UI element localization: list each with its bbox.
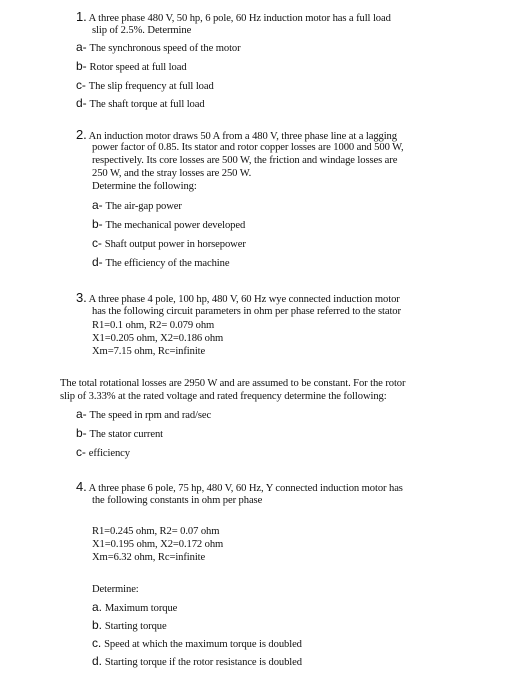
q3-item-c: c- efficiency	[76, 445, 130, 459]
q2-item-a: a- The air-gap power	[92, 198, 182, 212]
q3-number: 3.	[76, 290, 87, 305]
q1-item-a: a- The synchronous speed of the motor	[76, 40, 241, 54]
q2-line3: respectively. Its core losses are 500 W, the friction and windage losses are	[92, 155, 398, 166]
q1-item-c: c- The slip frequency at full load	[76, 78, 214, 92]
q3-param-2: X1=0.205 ohm, X2=0.186 ohm	[92, 333, 224, 344]
q3-item-a: a- The speed in rpm and rad/sec	[76, 407, 212, 421]
q4-param-1: R1=0.245 ohm, R2= 0.07 ohm	[92, 526, 220, 537]
q3-param-1: R1=0.1 ohm, R2= 0.079 ohm	[92, 320, 215, 331]
q4-param-2: X1=0.195 ohm, X2=0.172 ohm	[92, 539, 224, 550]
q4-line2: the following constants in ohm per phase	[92, 495, 263, 506]
q3-para-line1: The total rotational losses are 2950 W and are assumed to be constant. For the rotor	[60, 378, 406, 389]
q2-line4: 250 W, and the stray losses are 250 W.	[92, 168, 252, 179]
q3-item-b: b- The stator current	[76, 426, 163, 440]
q3-line1: 3. A three phase 4 pole, 100 hp, 480 V, 60 Hz wye connected induction motor	[76, 290, 400, 305]
q4-determine: Determine:	[92, 584, 139, 595]
q3-para-line2: slip of 3.33% at the rated voltage and rated frequency determine the following:	[60, 391, 387, 402]
q1-line1: 1. A three phase 480 V, 50 hp, 6 pole, 60 Hz induction motor has a full load	[76, 9, 391, 24]
q1-item-d: d- The shaft torque at full load	[76, 96, 205, 110]
q2-item-b: b- The mechanical power developed	[92, 217, 246, 231]
q2-number: 2.	[76, 127, 87, 142]
q4-item-b: b. Starting torque	[92, 618, 167, 632]
q2-line1: 2. An induction motor draws 50 A from a 480 V, three phase line at a lagging	[76, 127, 397, 142]
q2-item-c: c- Shaft output power in horsepower	[92, 236, 246, 250]
q1-number: 1.	[76, 9, 87, 24]
q4-item-c: c. Speed at which the maximum torque is doubled	[92, 636, 302, 650]
q2-item-d: d- The efficiency of the machine	[92, 255, 230, 269]
q4-item-a: a. Maximum torque	[92, 600, 178, 614]
q2-line2: power factor of 0.85. Its stator and rotor copper losses are 1000 and 500 W,	[92, 142, 404, 153]
q2-line5: Determine the following:	[92, 181, 197, 192]
q1-line2: slip of 2.5%. Determine	[92, 25, 192, 36]
q4-number: 4.	[76, 479, 87, 494]
q3-param-3: Xm=7.15 ohm, Rc=infinite	[92, 346, 206, 357]
q4-line1: 4. A three phase 6 pole, 75 hp, 480 V, 60 Hz, Y connected induction motor has	[76, 479, 403, 494]
q4-item-d: d. Starting torque if the rotor resistance is doubled	[92, 654, 302, 668]
q3-line2: has the following circuit parameters in ohm per phase referred to the stator	[92, 306, 401, 317]
q1-item-b: b- Rotor speed at full load	[76, 59, 187, 73]
q4-param-3: Xm=6.32 ohm, Rc=infinite	[92, 552, 206, 563]
